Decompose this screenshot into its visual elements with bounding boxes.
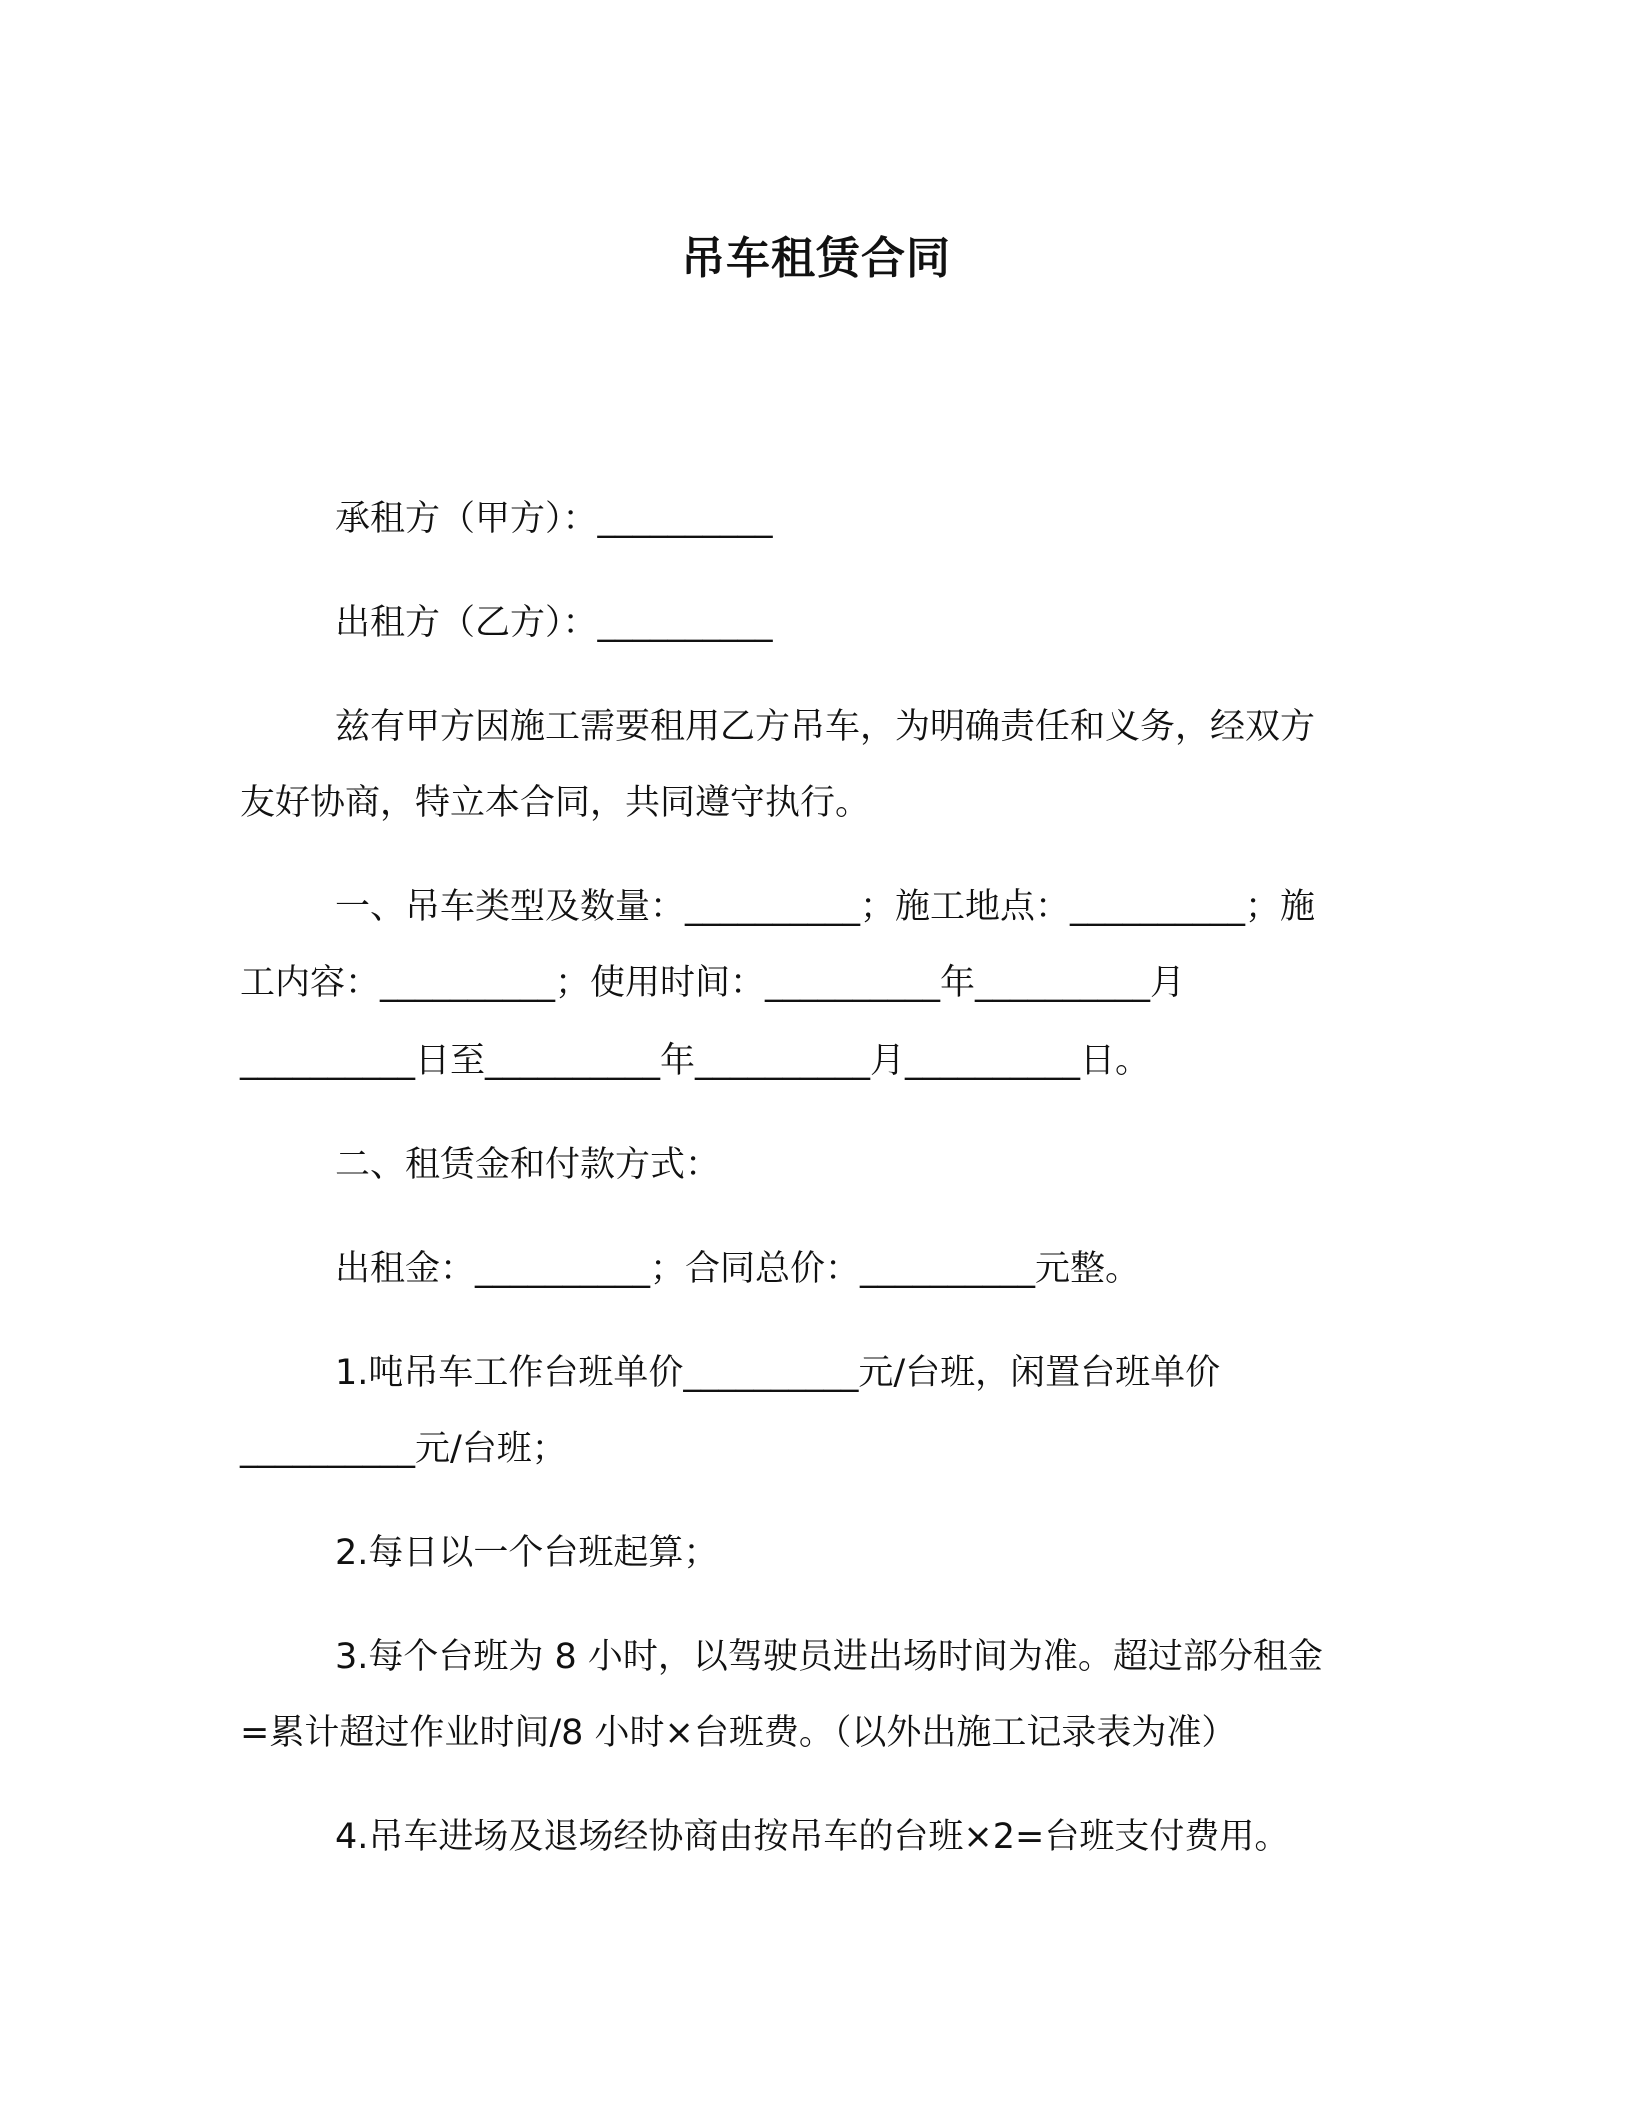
clause-2-heading: 二、租赁金和付款方式：	[335, 1145, 721, 1185]
document-title: 吊车租赁合同	[681, 233, 951, 284]
item-2-line: 2.每日以一个台班起算；	[335, 1533, 719, 1573]
item-3-line-2: =累计超过作业时间/8 小时×台班费。（以外出施工记录表为准）	[240, 1713, 1237, 1753]
lessee-line: 承租方（甲方）：__________	[335, 499, 773, 539]
preamble-line-2: 友好协商，特立本合同，共同遵守执行。	[240, 783, 871, 823]
item-1-line-1: 1.吨吊车工作台班单价__________元/台班，闲置台班单价	[335, 1353, 1221, 1393]
item-1-line-2: __________元/台班；	[240, 1429, 567, 1469]
lessor-line: 出租方（乙方）：__________	[335, 603, 773, 643]
preamble-line-1: 兹有甲方因施工需要租用乙方吊车，为明确责任和义务，经双方	[335, 707, 1316, 747]
rent-total-line: 出租金：__________；合同总价：__________元整。	[335, 1249, 1141, 1289]
clause-1-line-2: 工内容：__________；使用时间：__________年__________月	[240, 963, 1186, 1003]
clause-1-line-1: 一、吊车类型及数量：__________；施工地点：__________；施	[335, 887, 1316, 927]
clause-1-line-3: __________日至__________年__________月__________日。	[240, 1041, 1151, 1081]
item-4-line: 4.吊车进场及退场经协商由按吊车的台班×2=台班支付费用。	[335, 1817, 1290, 1857]
item-3-line-1: 3.每个台班为 8 小时，以驾驶员进出场时间为准。超过部分租金	[335, 1637, 1323, 1677]
